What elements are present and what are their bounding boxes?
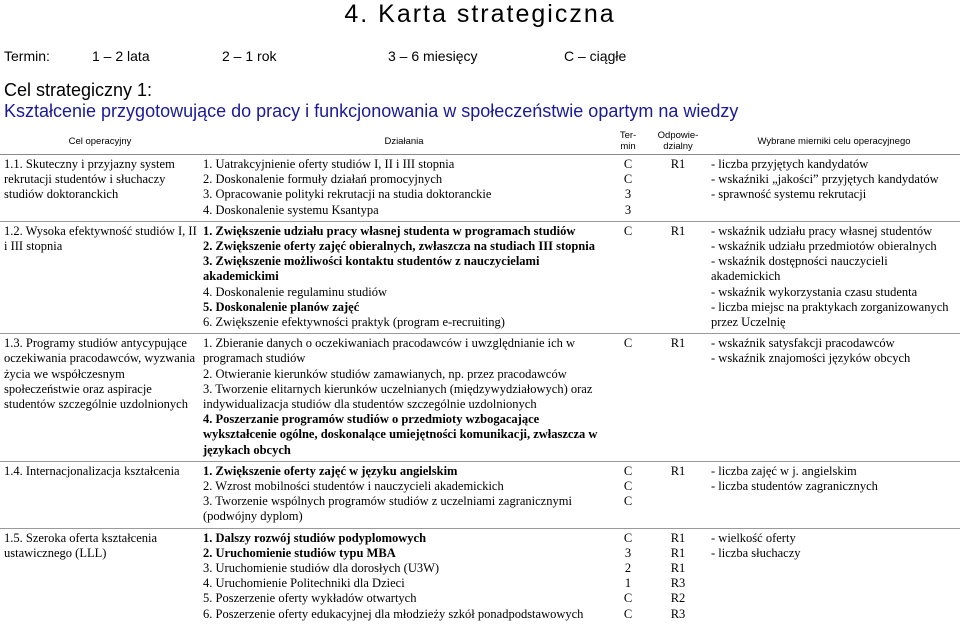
odp-value: R3 — [670, 576, 686, 591]
measure-item: - wskaźnik satysfakcji pracodawców — [711, 336, 895, 351]
action-item: 1. Uatrakcyjnienie oferty studiów I, II i III stopnia — [203, 157, 455, 171]
header-termin: Ter- min — [608, 128, 648, 155]
action-item: 6. Zwiększenie efektywności praktyk (program e-recruiting) — [203, 315, 505, 330]
measure-item: - wielkość oferty — [711, 530, 796, 545]
table-row — [0, 461, 960, 528]
action-item: 3. Uruchomienie studiów dla dorosłych (U3W) — [203, 561, 440, 576]
measure-item: - wskaźnik udziału przedmiotów obieralnych — [711, 239, 937, 254]
termin-value: C — [623, 606, 633, 621]
odp-value: R1 — [670, 336, 686, 351]
termin-value: C — [623, 591, 633, 606]
termin-value: 3 — [624, 545, 632, 560]
dzialania-cell — [200, 528, 608, 625]
mierniki-cell — [708, 528, 960, 625]
header-mierniki: Wybrane mierniki celu operacyjnego — [708, 128, 960, 155]
termin-value: C — [623, 530, 633, 545]
termin-value: C — [623, 172, 633, 187]
table-row — [0, 221, 960, 333]
termin-cell — [608, 528, 648, 625]
termin-option: 2 – 1 rok — [222, 48, 277, 64]
action-item: 1. Zbieranie danych o oczekiwaniach pracodawców i uwzględnianie ich w programach studiów — [203, 336, 576, 366]
termin-value: C — [623, 479, 633, 494]
termin-value: C — [623, 336, 633, 351]
goal-heading: Cel strategiczny 1: — [4, 80, 153, 100]
odp-value: R1 — [670, 530, 686, 545]
termin-legend — [4, 48, 626, 64]
odp-value: R1 — [670, 561, 686, 576]
dzialania-cell — [200, 155, 608, 222]
action-item: 4. Doskonalenie systemu Ksantypa — [203, 202, 379, 217]
mierniki-cell — [708, 334, 960, 462]
odp-value: R1 — [670, 463, 686, 478]
measure-item: - wskaźniki „jakości” przyjętych kandydatów — [711, 172, 939, 187]
odp-cell — [648, 155, 708, 222]
odp-value: R1 — [670, 223, 686, 238]
action-item: 2. Otwieranie kierunków studiów zamawianych, np. przez pracodawców — [203, 366, 567, 381]
odp-cell — [648, 221, 708, 333]
action-item: 2. Uruchomienie studiów typu MBA — [203, 545, 396, 560]
measure-item: - sprawność systemu rekrutacji — [711, 187, 867, 202]
action-item: 3. Tworzenie wspólnych programów studiów z uczelniami zagranicznymi (podwójny dyplom) — [203, 494, 572, 524]
action-item: 1. Zwiększenie oferty zajęć w języku angielskim — [203, 463, 458, 478]
odp-cell — [648, 528, 708, 625]
header-dzialania: Działania — [200, 128, 608, 155]
termin-cell — [608, 461, 648, 528]
measure-item: - liczba zajęć w j. angielskim — [711, 463, 857, 478]
odp-value: R2 — [670, 591, 686, 606]
action-item: 4. Uruchomienie Politechniki dla Dzieci — [203, 576, 405, 591]
termin-value: C — [623, 223, 633, 238]
termin-value: C — [623, 463, 633, 478]
action-item: 2. Doskonalenie formuły działań promocyjnych — [203, 172, 443, 187]
measure-item: - liczba przyjętych kandydatów — [711, 157, 869, 171]
termin-value: 2 — [624, 561, 632, 576]
odp-value: R1 — [670, 545, 686, 560]
action-item: 2. Zwiększenie oferty zajęć obieralnych, zwłaszcza na studiach III stopnia — [203, 239, 595, 254]
mierniki-cell — [708, 155, 960, 222]
measure-item: - wskaźnik dostępności nauczycieli akademickich — [711, 254, 888, 284]
termin-value: 1 — [624, 576, 632, 591]
termin-value: 3 — [624, 187, 632, 202]
termin-option: 3 – 6 miesięcy — [388, 48, 478, 64]
table-row — [0, 334, 960, 462]
odp-value: R3 — [670, 606, 686, 621]
odp-cell — [648, 461, 708, 528]
action-item: 3. Tworzenie elitarnych kierunków uczelnianych (międzywydziałowych) oraz indywidualizacja studiów dla studentów szczególnie uzdolnionych — [203, 381, 593, 412]
action-item: 2. Wzrost mobilności studentów i nauczycieli akademickich — [203, 479, 504, 494]
cel-cell: 1.2. Wysoka efektywność studiów I, II i III stopnia — [0, 221, 200, 333]
measure-item: - liczba studentów zagranicznych — [711, 479, 878, 494]
cel-cell: 1.5. Szeroka oferta kształcenia ustawicznego (LLL) — [4, 530, 158, 560]
termin-cell — [608, 221, 648, 333]
action-item: 4. Doskonalenie regulaminu studiów — [203, 284, 387, 299]
odp-cell — [648, 334, 708, 462]
termin-cell — [608, 334, 648, 462]
table-row — [0, 528, 960, 625]
dzialania-cell — [200, 461, 608, 528]
header-cel: Cel operacyjny — [0, 128, 200, 155]
action-item: 3. Zwiększenie możliwości kontaktu studentów z nauczycielami akademickimi — [203, 254, 540, 284]
termin-cell — [608, 155, 648, 222]
header-odpowiedzialny: Odpowie- dzialny — [648, 128, 708, 155]
dzialania-cell — [200, 221, 608, 333]
termin-option: C – ciągłe — [564, 48, 627, 64]
measure-item: - wskaźnik wykorzystania czasu studenta — [711, 284, 918, 299]
action-item: 1. Zwiększenie udziału pracy własnej studenta w programach studiów — [203, 223, 576, 238]
measure-item: - wskaźnik udziału pracy własnej studentów — [711, 223, 933, 238]
termin-label: Termin: — [4, 48, 50, 64]
measure-item: - wskaźnik znajomości języków obcych — [711, 351, 911, 366]
cel-cell: 1.3. Programy studiów antycypujące oczekiwania pracodawców, wyzwania życia we współczesnym społeczeństwie oraz aspiracje studentów szczególnie uzdolnionych — [0, 334, 200, 462]
measure-item: - liczba miejsc na praktykach zorganizowanych przez Uczelnię — [711, 299, 949, 330]
dzialania-cell — [200, 334, 608, 462]
termin-option: 1 – 2 lata — [92, 48, 150, 64]
termin-value: C — [623, 494, 633, 509]
mierniki-cell — [708, 461, 960, 528]
action-item: 4. Poszerzanie programów studiów o przedmioty wzbogacające wykształcenie ogólne, doskonalące umiejętności komunikacji, zwłaszcza w językach obcych — [203, 412, 598, 457]
action-item: 3. Opracowanie polityki rekrutacji na studia doktoranckie — [203, 187, 492, 202]
cel-cell: 1.1. Skuteczny i przyjazny system rekrutacji studentów i słuchaczy studiów doktoranckich — [0, 155, 200, 222]
termin-value: 3 — [624, 202, 632, 217]
cel-cell: 1.4. Internacjonalizacja kształcenia — [0, 461, 200, 528]
action-item: 6. Poszerzenie oferty edukacyjnej dla młodzieży szkół ponadpodstawowych — [203, 606, 584, 621]
strategy-table — [0, 128, 960, 625]
termin-value: C — [623, 157, 633, 171]
mierniki-cell — [708, 221, 960, 333]
page-title: 4. Karta strategiczna — [344, 0, 616, 28]
measure-item: - liczba słuchaczy — [711, 545, 801, 560]
odp-value: R1 — [670, 157, 686, 171]
action-item: 5. Doskonalenie planów zajęć — [203, 299, 360, 314]
goal-text: Kształcenie przygotowujące do pracy i funkcjonowania w społeczeństwie opartym na wiedzy — [4, 101, 739, 121]
table-header-row — [0, 128, 960, 155]
table-row — [0, 155, 960, 222]
action-item: 1. Dalszy rozwój studiów podyplomowych — [203, 530, 427, 545]
action-item: 5. Poszerzenie oferty wykładów otwartych — [203, 591, 417, 606]
